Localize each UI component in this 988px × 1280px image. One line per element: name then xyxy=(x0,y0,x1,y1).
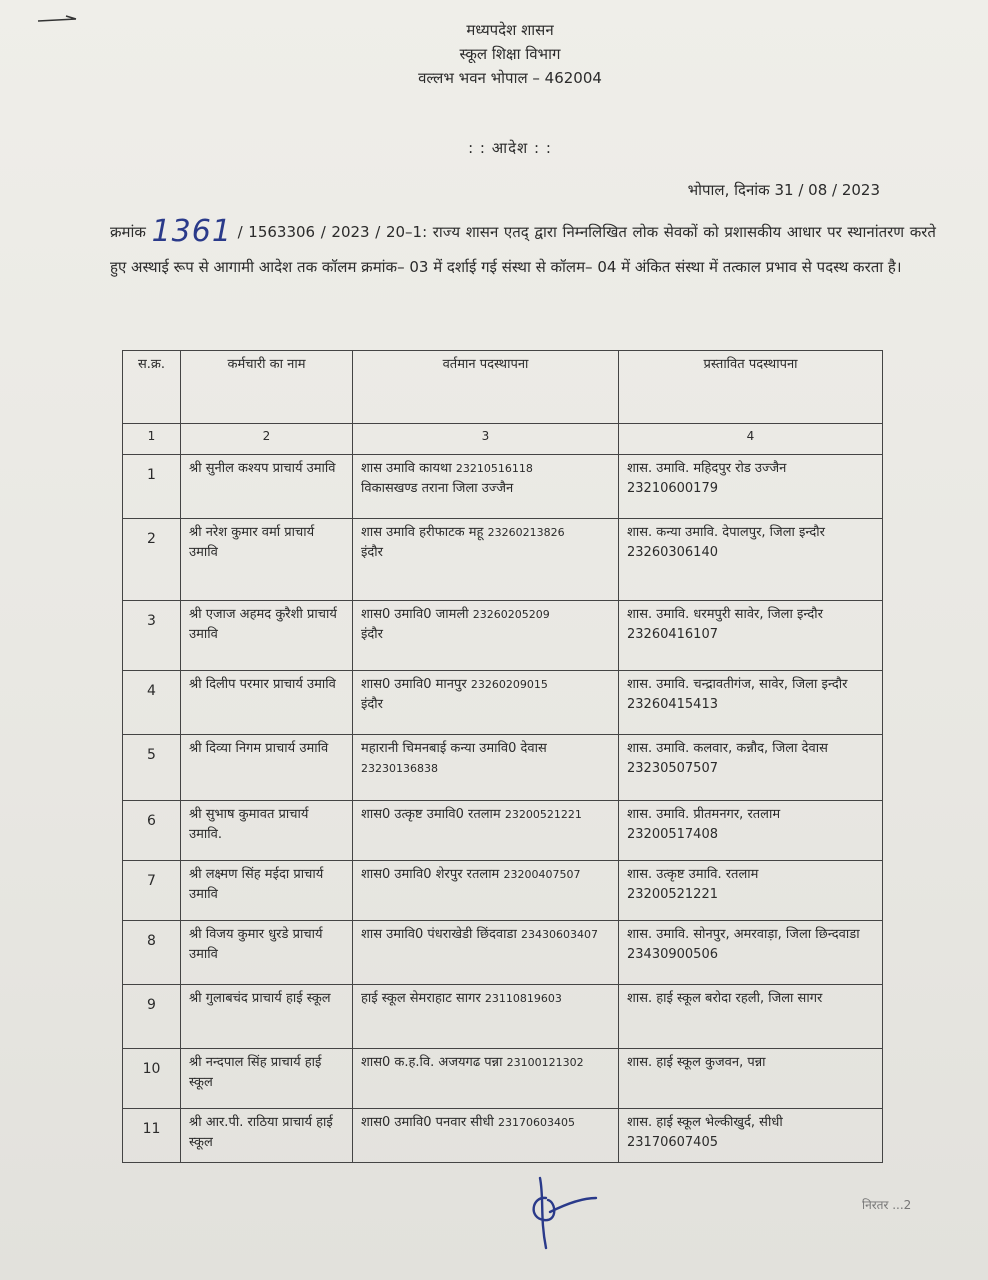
current-posting-location: विकासखण्ड तराना जिला उज्जैन xyxy=(361,481,514,496)
row-proposed-posting xyxy=(619,1109,883,1163)
current-posting-name: शास उमावि कायथा xyxy=(361,461,452,476)
order-intro xyxy=(110,214,936,285)
current-posting-code: 23100121302 xyxy=(506,1056,584,1069)
header-current-posting: वर्तमान पदस्थापना xyxy=(353,351,619,424)
proposed-posting-name: शास. उमावि. प्रीतमनगर, रतलाम xyxy=(627,807,781,822)
proposed-posting-code: 23260416107 xyxy=(627,627,718,642)
proposed-posting-code: 23200521221 xyxy=(627,887,718,902)
current-posting-name: शास0 उमावि0 शेरपुर रतलाम xyxy=(361,867,500,882)
header-serial: स.क्र. xyxy=(123,351,181,424)
row-proposed-posting xyxy=(619,455,883,519)
current-posting-code: 23170603405 xyxy=(497,1116,575,1129)
row-employee-name: श्री गुलाबचंद प्राचार्य हाई स्कूल xyxy=(181,985,353,1049)
row-employee-name: श्री नरेश कुमार वर्मा प्राचार्य उमावि xyxy=(181,519,353,601)
current-posting-code: 23430603407 xyxy=(520,928,598,941)
table-row xyxy=(123,735,883,801)
row-serial: 4 xyxy=(123,671,181,735)
row-current-posting xyxy=(353,519,619,601)
current-posting-name: शास0 उमावि0 मानपुर xyxy=(361,677,467,692)
row-serial: 9 xyxy=(123,985,181,1049)
row-proposed-posting xyxy=(619,921,883,985)
current-posting-name: शास0 उत्कृष्ट उमावि0 रतलाम xyxy=(361,807,501,822)
row-proposed-posting xyxy=(619,1049,883,1109)
signature-icon xyxy=(510,1168,600,1258)
table-row xyxy=(123,985,883,1049)
table-row xyxy=(123,601,883,671)
row-current-posting xyxy=(353,921,619,985)
current-posting-name: हाई स्कूल सेमराहाट सागर xyxy=(361,991,481,1006)
proposed-posting-code: 23230507507 xyxy=(627,761,718,776)
current-posting-code: 23230136838 xyxy=(361,762,438,775)
header-proposed-posting: प्रस्तावित पदस्थापना xyxy=(619,351,883,424)
table-row xyxy=(123,1049,883,1109)
row-current-posting xyxy=(353,735,619,801)
row-proposed-posting xyxy=(619,801,883,861)
proposed-posting-name: शास. उमावि. चन्द्रावतीगंज, सावेर, जिला इन्दौर xyxy=(627,677,848,692)
proposed-posting-name: शास. उमावि. धरमपुरी सावेर, जिला इन्दौर xyxy=(627,607,823,622)
current-posting-code: 23200407507 xyxy=(503,868,581,881)
proposed-posting-name: शास. उत्कृष्ट उमावि. रतलाम xyxy=(627,867,759,882)
table-row xyxy=(123,519,883,601)
row-serial: 10 xyxy=(123,1049,181,1109)
proposed-posting-code: 23260415413 xyxy=(627,697,718,712)
proposed-posting-code: 23200517408 xyxy=(627,827,718,842)
current-posting-code: 23200521221 xyxy=(504,808,582,821)
order-title: : : आदेश : : xyxy=(468,139,552,157)
proposed-posting-code: 23210600179 xyxy=(627,481,718,496)
column-number: 4 xyxy=(619,424,883,455)
row-serial: 5 xyxy=(123,735,181,801)
row-current-posting xyxy=(353,455,619,519)
current-posting-name: शास0 उमावि0 जामली xyxy=(361,607,469,622)
order-number-prefix: क्रमांक xyxy=(110,223,146,241)
column-number: 2 xyxy=(181,424,353,455)
row-serial: 2 xyxy=(123,519,181,601)
row-serial: 6 xyxy=(123,801,181,861)
row-current-posting xyxy=(353,801,619,861)
row-serial: 3 xyxy=(123,601,181,671)
table-row xyxy=(123,455,883,519)
proposed-posting-name: शास. उमावि. महिदपुर रोड उज्जैन xyxy=(627,461,787,476)
row-employee-name: श्री एजाज अहमद कुरैशी प्राचार्य उमावि xyxy=(181,601,353,671)
continued-note: निरतर ...2 xyxy=(862,1198,912,1212)
proposed-posting-name: शास. हाई स्कूल भेल्कीखुर्द, सीधी xyxy=(627,1115,783,1130)
transfer-table xyxy=(122,350,883,1163)
current-posting-location: इंदौर xyxy=(361,545,383,560)
table-row xyxy=(123,671,883,735)
current-posting-name: शास उमावि0 पंधराखेडी छिंदवाडा xyxy=(361,927,517,942)
current-posting-code: 23260205209 xyxy=(472,608,550,621)
proposed-posting-name: शास. उमावि. कलवार, कन्नौद, जिला देवास xyxy=(627,741,828,756)
current-posting-location: इंदौर xyxy=(361,697,383,712)
table-row xyxy=(123,921,883,985)
row-current-posting xyxy=(353,671,619,735)
row-employee-name: श्री आर.पी. राठिया प्राचार्य हाई स्कूल xyxy=(181,1109,353,1163)
letterhead-government: मध्यपदेश शासन xyxy=(466,21,554,39)
row-current-posting xyxy=(353,1049,619,1109)
proposed-posting-code: 23260306140 xyxy=(627,545,718,560)
order-date: भोपाल, दिनांक 31 / 08 / 2023 xyxy=(687,181,880,199)
proposed-posting-name: शास. हाई स्कूल बरोदा रहली, जिला सागर xyxy=(627,991,823,1006)
row-serial: 8 xyxy=(123,921,181,985)
table-row xyxy=(123,1109,883,1163)
current-posting-code: 23260213826 xyxy=(487,526,565,539)
row-current-posting xyxy=(353,601,619,671)
row-employee-name: श्री विजय कुमार धुरडे प्राचार्य उमावि xyxy=(181,921,353,985)
row-employee-name: श्री दिव्या निगम प्राचार्य उमावि xyxy=(181,735,353,801)
row-current-posting xyxy=(353,1109,619,1163)
table-row xyxy=(123,801,883,861)
row-proposed-posting xyxy=(619,735,883,801)
header-employee-name: कर्मचारी का नाम xyxy=(181,351,353,424)
current-posting-name: महारानी चिमनबाई कन्या उमावि0 देवास xyxy=(361,741,547,756)
row-proposed-posting xyxy=(619,861,883,921)
proposed-posting-code: 23170607405 xyxy=(627,1135,718,1150)
row-serial: 1 xyxy=(123,455,181,519)
letterhead xyxy=(360,18,660,90)
row-employee-name: श्री दिलीप परमार प्राचार्य उमावि xyxy=(181,671,353,735)
row-employee-name: श्री नन्दपाल सिंह प्राचार्य हाई स्कूल xyxy=(181,1049,353,1109)
row-employee-name: श्री लक्ष्मण सिंह मईदा प्राचार्य उमावि xyxy=(181,861,353,921)
row-proposed-posting xyxy=(619,601,883,671)
proposed-posting-name: शास. कन्या उमावि. देपालपुर, जिला इन्दौर xyxy=(627,525,825,540)
current-posting-code: 23110819603 xyxy=(484,992,562,1005)
column-number: 3 xyxy=(353,424,619,455)
row-serial: 7 xyxy=(123,861,181,921)
current-posting-location: इंदौर xyxy=(361,627,383,642)
proposed-posting-code: 23430900506 xyxy=(627,947,718,962)
row-proposed-posting xyxy=(619,985,883,1049)
current-posting-name: शास0 क.ह.वि. अजयगढ पन्ना xyxy=(361,1055,503,1070)
proposed-posting-name: शास. उमावि. सोनपुर, अमरवाड़ा, जिला छिन्दवाडा xyxy=(627,927,860,942)
row-current-posting xyxy=(353,985,619,1049)
current-posting-name: शास0 उमावि0 पनवार सीधी xyxy=(361,1115,494,1130)
table-header-row xyxy=(123,351,883,424)
row-proposed-posting xyxy=(619,671,883,735)
row-employee-name: श्री सुभाष कुमावत प्राचार्य उमावि. xyxy=(181,801,353,861)
handwritten-order-number: 1361 xyxy=(151,214,232,249)
proposed-posting-name: शास. हाई स्कूल कुजवन, पन्ना xyxy=(627,1055,766,1070)
order-intro-text: / 1563306 / 2023 / 20–1: राज्य शासन एतद् द्वारा निम्नलिखित लोक सेवकों को प्रशासकीय आधार पर स्थानांतरण करते हुए अस्थाई रूप से आगामी आदेश तक कॉलम क्रमांक– 03 में दर्शाई गई संस्था से कॉलम– 04 में अंकित संस्था में तत्काल प्रभाव से पदस्थ करता है। xyxy=(110,223,936,276)
column-number-row xyxy=(123,424,883,455)
row-employee-name: श्री सुनील कश्यप प्राचार्य उमावि xyxy=(181,455,353,519)
current-posting-code: 23260209015 xyxy=(470,678,548,691)
row-serial: 11 xyxy=(123,1109,181,1163)
pen-mark-icon xyxy=(36,14,80,26)
table-row xyxy=(123,861,883,921)
row-current-posting xyxy=(353,861,619,921)
row-proposed-posting xyxy=(619,519,883,601)
letterhead-address: वल्लभ भवन भोपाल – 462004 xyxy=(418,69,602,87)
current-posting-code: 23210516118 xyxy=(455,462,533,475)
column-number: 1 xyxy=(123,424,181,455)
letterhead-department: स्कूल शिक्षा विभाग xyxy=(459,45,561,63)
current-posting-name: शास उमावि हरीफाटक महू xyxy=(361,525,484,540)
